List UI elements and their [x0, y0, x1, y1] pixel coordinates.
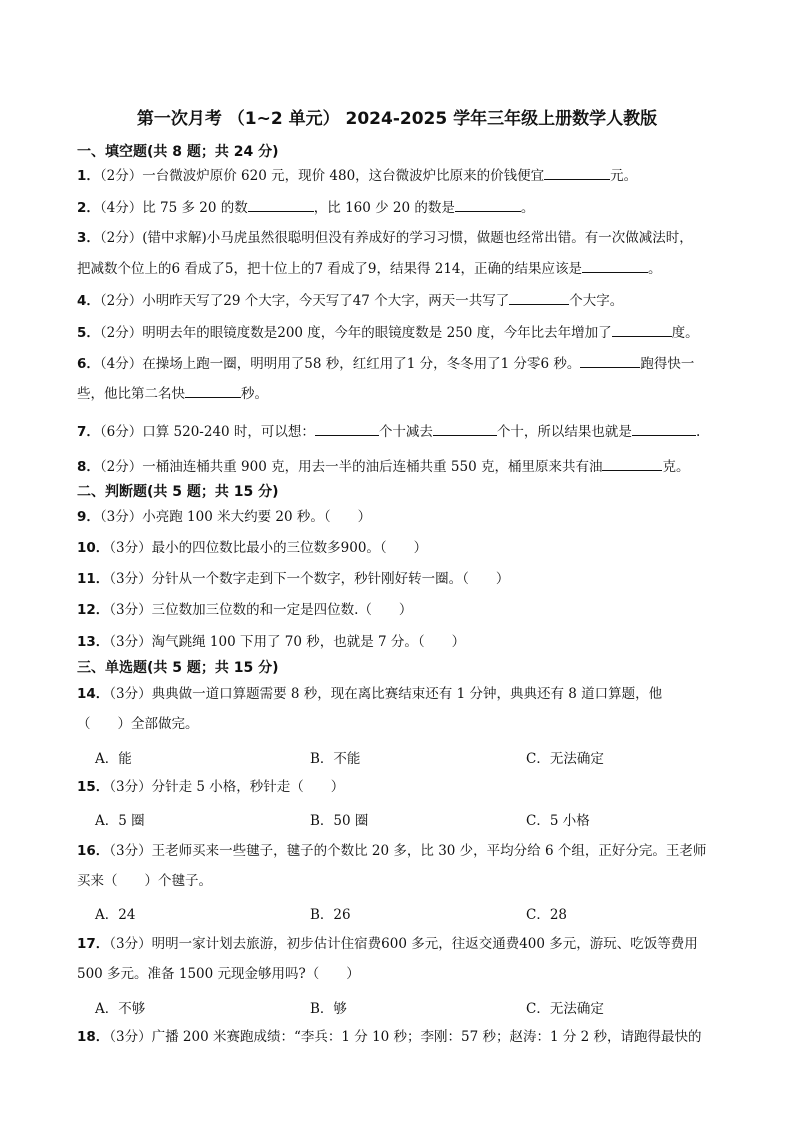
option-a[interactable]: A．能 — [95, 751, 132, 767]
section-heading-true-false: 二、判断题(共 5 题；共 15 分) — [77, 484, 279, 500]
option-a[interactable]: A．不够 — [95, 1001, 146, 1017]
answer-blank[interactable] — [544, 165, 610, 180]
answer-blank[interactable] — [455, 197, 521, 212]
answer-blank[interactable] — [582, 258, 648, 273]
option-c[interactable]: C．28 — [526, 907, 568, 923]
question-14-line-2: （ ）全部做完。 — [77, 716, 199, 732]
question-15: 15．（3分）分针走 5 小格，秒针走（ ） — [77, 779, 345, 795]
answer-blank[interactable] — [248, 197, 314, 212]
answer-blank[interactable] — [315, 421, 379, 436]
option-a[interactable]: A．5 圈 — [95, 813, 145, 829]
question-3: 3．（2分）(错中求解)小马虎虽然很聪明但没有养成好的学习习惯，做题也经常出错。有一次做减法时， — [77, 230, 693, 246]
answer-blank[interactable] — [602, 456, 662, 471]
question-3-line-2: 把减数个位上的6 看成了5，把十位上的7 看成了9，结果得 214，正确的结果应该是 。 — [77, 258, 662, 279]
option-b[interactable]: B．50 圈 — [310, 813, 369, 829]
answer-blank[interactable] — [433, 421, 497, 436]
question-10: 10．（3分）最小的四位数比最小的三位数多900。（ ） — [77, 540, 428, 556]
question-17-line-2: 500 多元。准备 1500 元现金够用吗?（ ） — [77, 966, 360, 982]
option-c[interactable]: C．无法确定 — [526, 1001, 604, 1017]
question-9: 9．（3分）小亮跑 100 米大约要 20 秒。（ ） — [77, 509, 372, 525]
question-14: 14．（3分）典典做一道口算题需要 8 秒，现在离比赛结束还有 1 分钟，典典还有 8 道口算题，他 — [77, 686, 663, 702]
question-11: 11．（3分）分针从一个数字走到下一个数字，秒针刚好转一圈。（ ） — [77, 571, 510, 587]
question-18: 18．（3分）广播 200 米赛跑成绩：“李兵：1 分 10 秒；李刚：57 秒；赵涛：1 分 2 秒，请跑得最快的 — [77, 1029, 702, 1045]
answer-blank[interactable] — [632, 421, 696, 436]
answer-blank[interactable] — [509, 290, 569, 305]
option-c[interactable]: C．5 小格 — [526, 813, 590, 829]
question-5: 5．（2分）明明去年的眼镜度数是200 度，今年的眼镜度数是 250 度，今年比去年增加了 度。 — [77, 322, 699, 343]
answer-blank[interactable] — [580, 353, 640, 368]
question-6: 6．（4分）在操场上跑一圈，明明用了58 秒，红红用了1 分，冬冬用了1 分零6 秒。 跑得快一 — [77, 353, 694, 374]
option-b[interactable]: B．够 — [310, 1001, 347, 1017]
answer-blank[interactable] — [612, 322, 672, 337]
option-b[interactable]: B．不能 — [310, 751, 361, 767]
answer-blank[interactable] — [185, 383, 241, 398]
section-heading-single-choice: 三、单选题(共 5 题；共 15 分) — [77, 660, 279, 676]
question-6-line-2: 些，他比第二名快 秒。 — [77, 383, 268, 404]
question-8: 8．（2分）一桶油连桶共重 900 克，用去一半的油后连桶共重 550 克，桶里原来共有油 克。 — [77, 456, 689, 477]
question-7: 7．（6分）口算 520-240 时，可以想： 个十减去 个十，所以结果也就是 . — [77, 421, 700, 442]
page-title: 第一次月考 （1~2 单元） 2024-2025 学年三年级上册数学人教版 — [136, 109, 658, 129]
question-12: 12．（3分）三位数加三位数的和一定是四位数.（ ） — [77, 602, 413, 618]
question-17: 17．（3分）明明一家计划去旅游，初步估计住宿费600 多元，往返交通费400 多元，游玩、吃饭等费用 — [77, 936, 698, 952]
question-16: 16．（3分）王老师买来一些毽子，毽子的个数比 20 多，比 30 少，平均分给 6 个组，正好分完。王老师 — [77, 843, 707, 859]
question-4: 4．（2分）小明昨天写了29 个大字，今天写了47 个大字，两天一共写了 个大字。 — [77, 290, 623, 311]
section-heading-fill-in: 一、填空题(共 8 题；共 24 分) — [77, 144, 279, 160]
option-c[interactable]: C．无法确定 — [526, 751, 604, 767]
question-2: 2．（4分）比 75 多 20 的数 ，比 160 少 20 的数是 。 — [77, 197, 534, 218]
option-a[interactable]: A．24 — [95, 907, 136, 923]
question-16-line-2: 买来（ ）个毽子。 — [77, 873, 212, 889]
option-b[interactable]: B．26 — [310, 907, 351, 923]
question-13: 13．（3分）淘气跳绳 100 下用了 70 秒，也就是 7 分。（ ） — [77, 634, 466, 650]
question-1: 1．（2分）一台微波炉原价 620 元，现价 480，这台微波炉比原来的价钱便宜 元。 — [77, 165, 637, 186]
